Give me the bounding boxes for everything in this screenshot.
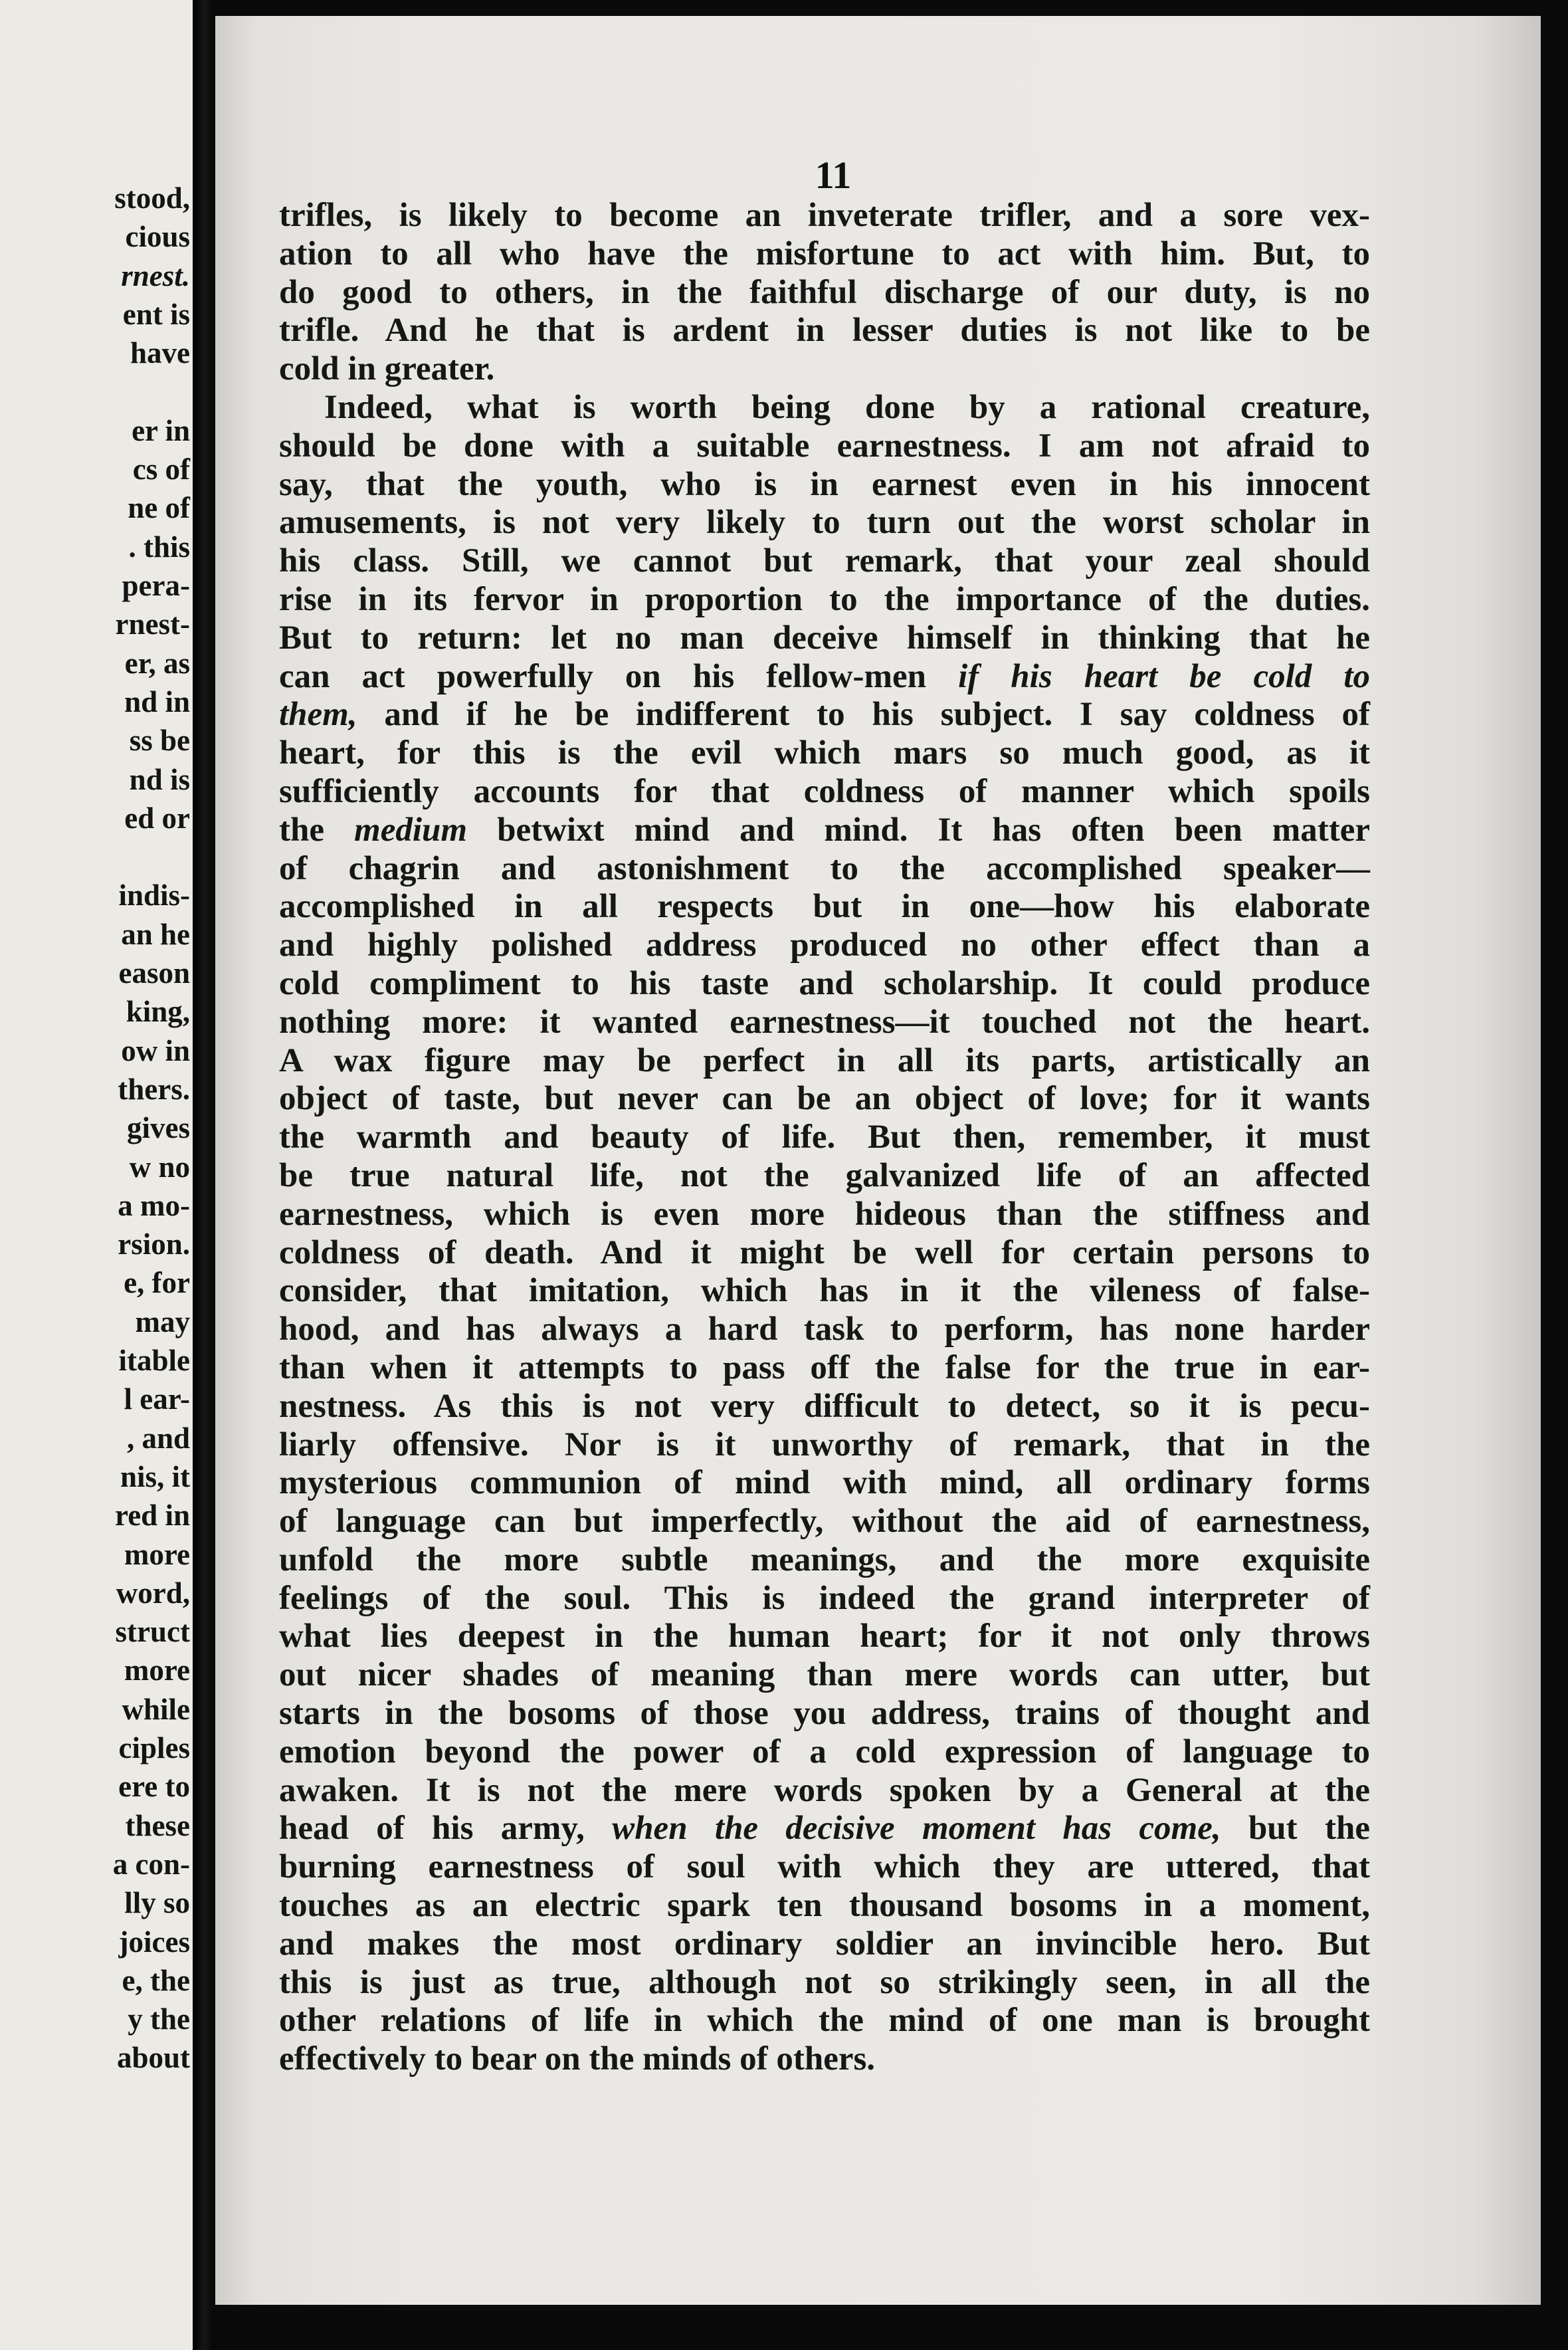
text-segment: Indeed, what is worth being done by a rational creature,	[324, 388, 1370, 426]
text-segment: say, that the youth, who is in earnest even in his innocent	[279, 465, 1370, 503]
text-segment: coldness of death. And it might be well for certain persons to	[279, 1233, 1370, 1271]
text-segment: object of taste, but never can be an object of love; for it wants	[279, 1080, 1370, 1118]
text-line	[279, 1349, 1370, 1388]
text-segment: sufficiently accounts for that coldness of manner which spoils	[279, 772, 1370, 810]
text-line	[279, 1426, 1370, 1465]
text-segment: hood, and has always a hard task to perform, has none harder	[279, 1311, 1370, 1348]
text-segment: trifle. And he that is ardent in lesser duties is not like to be	[279, 312, 1370, 350]
left-page-line: word,	[116, 1576, 190, 1610]
text-line	[279, 1925, 1370, 1964]
text-line	[279, 1618, 1370, 1656]
text-line	[279, 619, 1370, 658]
text-line	[279, 2040, 1370, 2079]
text-line	[279, 850, 1370, 889]
text-segment: earnestness, which is even more hideous than the stiffness and	[279, 1195, 1370, 1233]
text-line	[279, 389, 1370, 427]
text-line	[279, 1810, 1370, 1848]
text-segment: his class. Still, we cannot but remark, that your zeal should	[279, 542, 1370, 580]
left-page-line: nis, it	[120, 1459, 190, 1493]
text-segment: feelings of the soul. This is indeed the grand interpreter of	[279, 1579, 1370, 1617]
text-line	[279, 350, 1370, 389]
text-segment: cold compliment to his taste and scholarship. It could produce	[279, 964, 1370, 1002]
text-line	[279, 1004, 1370, 1042]
text-line	[279, 1541, 1370, 1580]
text-line	[279, 2002, 1370, 2040]
text-line	[279, 542, 1370, 581]
text-segment: liarly offensive. Nor is it unworthy of remark, that in the	[279, 1426, 1370, 1463]
book-gutter	[193, 0, 215, 2350]
text-line	[279, 504, 1370, 542]
text-line	[279, 734, 1370, 773]
left-page-line: about	[116, 2041, 190, 2075]
text-line	[279, 1772, 1370, 1810]
left-page-line: red in	[115, 1499, 190, 1533]
left-page-line: l ear-	[124, 1382, 190, 1416]
text-segment: awaken. It is not the mere words spoken by a General at the	[279, 1771, 1370, 1809]
left-page-line: stood,	[114, 181, 190, 215]
left-page-line: er, as	[124, 646, 190, 680]
left-page-line: ere to	[118, 1770, 190, 1804]
left-page-line: ciples	[118, 1731, 190, 1764]
text-segment: of chagrin and astonishment to the accomplished speaker—	[279, 849, 1370, 887]
left-page-line: ow in	[121, 1033, 190, 1067]
text-line	[279, 581, 1370, 619]
text-segment: this is just as true, although not so strikingly seen, in all the	[279, 1963, 1370, 2001]
left-page-line: w no	[129, 1150, 190, 1184]
left-page-line: rsion.	[118, 1228, 190, 1261]
text-segment: do good to others, in the faithful discharge of our duty, is no	[279, 273, 1370, 311]
text-segment: But to return: let no man deceive himself in thinking that he	[279, 619, 1370, 657]
left-page-line: gives	[127, 1111, 190, 1145]
text-segment: nothing more: it wanted earnestness—it touched not the heart.	[279, 1003, 1370, 1041]
left-page-line: an he	[121, 917, 190, 951]
page-number: 11	[815, 154, 852, 197]
text-segment: trifles, is likely to become an inveterate trifler, and a sore vex-	[279, 197, 1370, 234]
left-page-line: ss be	[129, 724, 190, 758]
text-line	[279, 1848, 1370, 1887]
text-segment: burning earnestness of soul with which they are uttered, that	[279, 1848, 1370, 1886]
text-line	[279, 197, 1370, 235]
left-page-line: a con-	[112, 1847, 190, 1881]
text-segment: mysterious communion of mind with mind, all ordinary forms	[279, 1464, 1370, 1502]
left-page-line: e, for	[124, 1266, 190, 1300]
left-page-line: king,	[126, 995, 190, 1029]
text-line	[279, 235, 1370, 274]
text-line	[279, 1464, 1370, 1503]
text-segment: and makes the most ordinary soldier an invincible hero. But	[279, 1925, 1370, 1963]
text-line	[279, 1196, 1370, 1234]
text-line	[279, 696, 1370, 734]
text-line	[279, 1234, 1370, 1273]
left-page-line: rnest.	[121, 259, 190, 292]
text-line	[279, 1119, 1370, 1157]
text-line	[279, 1656, 1370, 1695]
left-page-line: nd in	[124, 685, 190, 718]
left-page-fragment	[0, 0, 193, 2350]
italic-text: if his heart be cold to	[958, 657, 1370, 695]
left-page-line: nd is	[129, 762, 190, 796]
text-line	[279, 888, 1370, 926]
left-page-line: e, the	[122, 1963, 190, 1997]
text-segment: but the	[1221, 1810, 1370, 1848]
text-line	[279, 811, 1370, 850]
text-segment: rise in its fervor in proportion to the importance of the duties.	[279, 580, 1370, 618]
italic-text: when the decisive moment has come,	[612, 1810, 1221, 1848]
left-page-line: cs of	[132, 453, 190, 486]
text-segment: the warmth and beauty of life. But then, remember, it must	[279, 1119, 1370, 1156]
left-page-line: er in	[132, 413, 190, 447]
left-page-line: ne of	[128, 491, 190, 525]
text-segment: other relations of life in which the mind of one man is brought	[279, 2002, 1370, 2040]
left-page-line: these	[125, 1808, 190, 1842]
left-page-line: indis-	[118, 879, 190, 912]
text-segment: cold in greater.	[279, 350, 495, 388]
left-page-line: may	[135, 1305, 190, 1338]
text-segment: be true natural life, not the galvanized life of an affected	[279, 1156, 1370, 1194]
left-page-line: struct	[115, 1615, 190, 1649]
text-segment: emotion beyond the power of a cold expression of language to	[279, 1733, 1370, 1770]
text-segment: A wax figure may be perfect in all its parts, artistically an	[279, 1041, 1370, 1079]
left-page-line: have	[130, 336, 190, 370]
left-page-line: while	[122, 1692, 190, 1726]
text-segment: out nicer shades of meaning than mere words can utter, but	[279, 1656, 1370, 1694]
left-page-line: more	[124, 1537, 190, 1571]
text-segment: and highly polished address produced no other effect than a	[279, 926, 1370, 964]
text-segment: amusements, is not very likely to turn out the worst scholar in	[279, 504, 1370, 542]
text-segment: the	[279, 811, 355, 849]
italic-text: medium	[354, 811, 468, 849]
text-line	[279, 1733, 1370, 1772]
text-segment: consider, that imitation, which has in it the vileness of false-	[279, 1272, 1370, 1310]
text-line	[279, 658, 1370, 696]
text-line	[279, 1695, 1370, 1733]
text-segment: starts in the bosoms of those you address, trains of thought and	[279, 1695, 1370, 1733]
text-line	[279, 926, 1370, 965]
left-page-line: lly so	[124, 1886, 190, 1920]
left-page-line: pera-	[122, 569, 190, 602]
text-segment: than when it attempts to pass off the false for the true in ear-	[279, 1348, 1370, 1386]
text-segment: nestness. As this is not very difficult to detect, so it is pecu-	[279, 1387, 1370, 1425]
italic-text: them,	[279, 696, 357, 734]
left-page-line: more	[124, 1654, 190, 1687]
text-line	[279, 1388, 1370, 1426]
text-segment: what lies deepest in the human heart; for it not only throws	[279, 1618, 1370, 1656]
left-page-line: joices	[118, 1925, 190, 1959]
left-page-line: ed or	[124, 801, 190, 835]
left-page-line: y the	[128, 2002, 190, 2036]
left-page-line: rnest-	[115, 607, 190, 641]
text-line	[279, 1964, 1370, 2002]
right-page	[215, 16, 1541, 2305]
text-segment: and if he be indifferent to his subject. I say coldness of	[357, 696, 1370, 734]
text-line	[279, 1157, 1370, 1196]
text-line	[279, 274, 1370, 312]
text-line	[279, 1887, 1370, 1925]
text-segment: can act powerfully on his fellow-men	[279, 657, 959, 695]
text-line	[279, 427, 1370, 466]
left-page-line: ent is	[122, 297, 190, 331]
text-segment: should be done with a suitable earnestness. I am not afraid to	[279, 427, 1370, 465]
text-segment: accomplished in all respects but in one—how his elaborate	[279, 888, 1370, 926]
text-line	[279, 466, 1370, 504]
left-page-line: eason	[118, 956, 190, 990]
text-line	[279, 1311, 1370, 1349]
text-line	[279, 1503, 1370, 1541]
text-segment: ation to all who have the misfortune to act with him. But, to	[279, 235, 1370, 272]
text-segment: touches as an electric spark ten thousand bosoms in a moment,	[279, 1887, 1370, 1925]
text-segment: effectively to bear on the minds of others.	[279, 2040, 876, 2078]
text-segment: of language can but imperfectly, without the aid of earnestness,	[279, 1503, 1370, 1541]
left-page-line: itable	[118, 1344, 190, 1377]
text-segment: heart, for this is the evil which mars so much good, as it	[279, 734, 1370, 772]
left-page-line: thers.	[118, 1072, 190, 1106]
text-line	[279, 1042, 1370, 1081]
text-line	[279, 1272, 1370, 1311]
body-text	[279, 197, 1370, 2079]
text-line	[279, 1080, 1370, 1119]
text-line	[279, 965, 1370, 1004]
left-page-line: . this	[128, 530, 190, 564]
left-page-line: a mo-	[118, 1188, 190, 1222]
text-segment: betwixt mind and mind. It has often been matter	[467, 811, 1371, 849]
left-page-line: , and	[126, 1421, 190, 1455]
text-line	[279, 1580, 1370, 1618]
text-segment: unfold the more subtle meanings, and the more exquisite	[279, 1541, 1370, 1578]
left-page-line: cious	[125, 220, 190, 254]
text-segment: head of his army,	[279, 1810, 613, 1848]
text-line	[279, 773, 1370, 811]
text-line	[279, 312, 1370, 350]
